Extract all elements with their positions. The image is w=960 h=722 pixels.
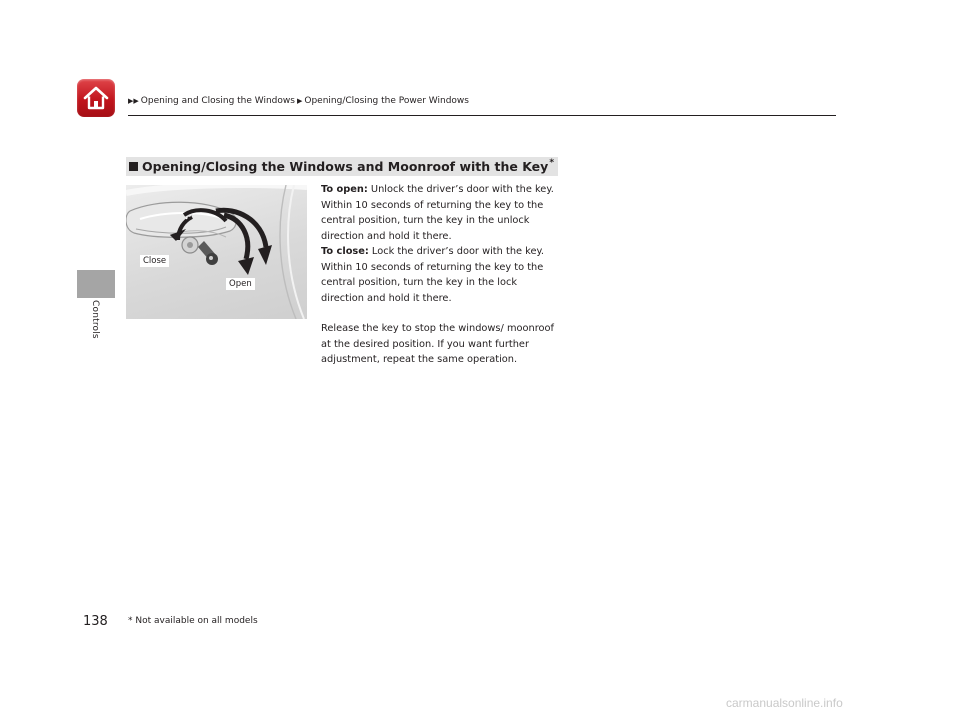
chapter-tab[interactable]	[77, 270, 115, 298]
close-label: To close:	[321, 246, 369, 257]
model-availability-mark: *	[549, 157, 555, 168]
breadcrumb-arrow-icon: ▶	[296, 97, 303, 105]
section-square-icon	[129, 162, 138, 171]
breadcrumb-item-windows[interactable]: Opening and Closing the Windows	[140, 96, 295, 106]
open-text: Unlock the driver’s door with the key. Within 10 seconds of returning the key to the central position, turn the key in the unlock direction and hold it there.	[321, 184, 554, 242]
home-button[interactable]	[77, 79, 115, 117]
page-number: 138	[83, 614, 108, 629]
watermark: carmanualsonline.info	[726, 696, 843, 710]
home-icon	[82, 84, 110, 112]
release-instruction: Release the key to stop the windows/ moonroof at the desired position. If you want further adjustment, repeat the same operation.	[321, 323, 554, 365]
header-divider	[128, 115, 836, 116]
close-direction-label: Close	[140, 255, 169, 267]
section-title: Opening/Closing the Windows and Moonroof with the Key	[142, 159, 549, 174]
open-direction-label: Open	[226, 278, 255, 290]
section-header	[126, 157, 558, 176]
breadcrumb-item-power-windows[interactable]: Opening/Closing the Power Windows	[304, 96, 469, 106]
instructions-text	[321, 182, 559, 368]
open-label: To open:	[321, 184, 368, 195]
door-key-illustration	[126, 185, 307, 319]
close-instruction	[321, 244, 559, 306]
footnote: * Not available on all models	[128, 616, 258, 626]
breadcrumb-arrow-icon: ▶▶	[128, 97, 139, 105]
chapter-label: Controls	[90, 300, 100, 339]
door-handle-key-icon	[126, 185, 307, 319]
breadcrumb	[128, 95, 471, 107]
close-text: Lock the driver’s door with the key. Within 10 seconds of returning the key to the central position, turn the key in the lock direction and hold it there.	[321, 246, 545, 304]
open-instruction	[321, 182, 559, 244]
